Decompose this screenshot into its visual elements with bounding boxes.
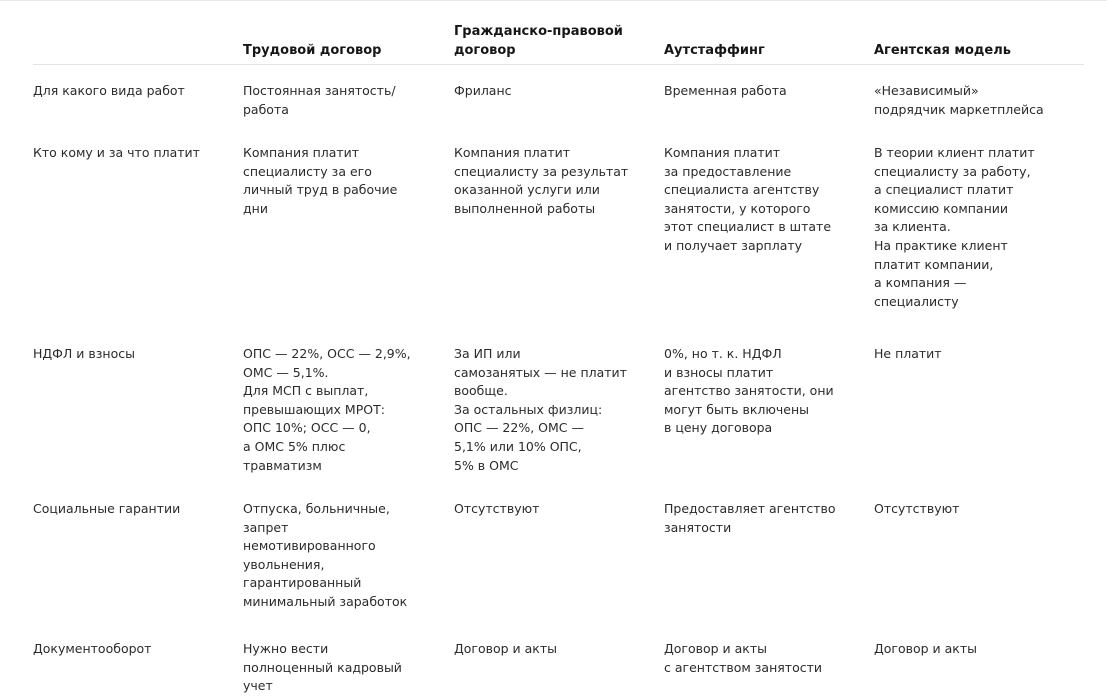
header-empty bbox=[33, 14, 243, 65]
row-label: Социальные гарантии bbox=[33, 501, 181, 516]
row-document-flow bbox=[33, 635, 1084, 696]
cell-text-line: оказанной услуги или bbox=[454, 182, 600, 198]
cell-text-line: самозанятых — не платит bbox=[454, 364, 627, 380]
cell-text-line: занятости bbox=[664, 519, 732, 535]
cell-text-line: полноценный кадровый bbox=[243, 659, 402, 675]
table-header bbox=[33, 14, 1084, 65]
cell-text-line: вообще. bbox=[454, 383, 508, 399]
comparison-table bbox=[33, 14, 1084, 696]
cell-text-line: Постоянная занятость/ bbox=[243, 83, 396, 98]
cell-text-line: Для МСП с выплат, bbox=[243, 383, 369, 399]
top-divider bbox=[0, 0, 1107, 1]
row-label: Документооборот bbox=[33, 641, 152, 656]
row-taxes bbox=[33, 331, 1084, 496]
cell-text-line: специалисту за работу, bbox=[874, 163, 1031, 179]
cell-text-line: могут быть включены bbox=[664, 401, 810, 417]
cell-employment-contract bbox=[243, 128, 454, 331]
cell-text-line: В теории клиент платит bbox=[874, 145, 1035, 160]
cell-outstaffing bbox=[664, 65, 874, 129]
cell-text-line: гарантированный bbox=[243, 575, 362, 591]
cell-text-line: Компания платит bbox=[454, 145, 571, 160]
cell-outstaffing bbox=[664, 496, 874, 635]
cell-text-line: комиссию компании bbox=[874, 200, 1008, 216]
row-social-guarantees bbox=[33, 496, 1084, 635]
cell-text-line: за предоставление bbox=[664, 163, 792, 179]
cell-outstaffing bbox=[664, 128, 874, 331]
cell-text-line: и взносы платит bbox=[664, 364, 774, 380]
cell-text-line: специалисту bbox=[874, 293, 959, 309]
cell-text-line: агентство занятости, они bbox=[664, 383, 834, 399]
header-civil-contract-line: Гражданско-правовой bbox=[454, 24, 623, 39]
cell-text-line: Компания платит bbox=[243, 145, 360, 160]
cell-text-line: ОПС 10%; ОСС — 0, bbox=[243, 420, 371, 436]
cell-text-line: ОПС — 22%, ОМС — bbox=[454, 420, 584, 436]
cell-civil-contract bbox=[454, 65, 664, 129]
cell-text-line: Договор и акты bbox=[874, 641, 978, 656]
header-agency-model: Агентская модель bbox=[874, 14, 1084, 65]
row-label: НДФЛ и взносы bbox=[33, 346, 135, 361]
cell-agency-model bbox=[874, 496, 1084, 635]
cell-text-line: за клиента. bbox=[874, 219, 951, 235]
cell-text-line: выполненной работы bbox=[454, 200, 596, 216]
cell-text-line: ОМС — 5,1%. bbox=[243, 364, 329, 380]
cell-text-line: На практике клиент bbox=[874, 237, 1008, 253]
cell-text-line: платит компании, bbox=[874, 256, 994, 272]
cell-text-line: личный труд в рабочие bbox=[243, 182, 398, 198]
row-label: Для какого вида работ bbox=[33, 83, 185, 98]
row-work-type bbox=[33, 65, 1084, 129]
cell-text-line: Нужно вести bbox=[243, 641, 329, 656]
cell-civil-contract bbox=[454, 635, 664, 696]
cell-text-line: Не платит bbox=[874, 346, 942, 361]
cell-text-line: увольнения, bbox=[243, 556, 325, 572]
cell-text-line: Отпуска, больничные, bbox=[243, 501, 390, 516]
cell-agency-model bbox=[874, 635, 1084, 696]
cell-text-line: Фриланс bbox=[454, 83, 512, 98]
cell-text-line: а специалист платит bbox=[874, 182, 1014, 198]
cell-outstaffing bbox=[664, 331, 874, 496]
cell-text-line: Договор и акты bbox=[664, 641, 768, 656]
cell-text-line: За остальных физлиц: bbox=[454, 401, 603, 417]
row-who-pays bbox=[33, 128, 1084, 331]
cell-text-line: травматизм bbox=[243, 457, 322, 473]
cell-text-line: в цену договора bbox=[664, 420, 773, 436]
row-label: Кто кому и за что платит bbox=[33, 145, 200, 160]
cell-text-line: ОПС — 22%, ОСС — 2,9%, bbox=[243, 346, 411, 361]
cell-employment-contract bbox=[243, 496, 454, 635]
cell-text-line: этот специалист в штате bbox=[664, 219, 832, 235]
cell-civil-contract bbox=[454, 496, 664, 635]
cell-employment-contract bbox=[243, 65, 454, 129]
cell-text-line: 0%, но т. к. НДФЛ bbox=[664, 346, 782, 361]
header-employment-contract: Трудовой договор bbox=[243, 14, 454, 65]
cell-text-line: За ИП или bbox=[454, 346, 521, 361]
header-civil-contract-line: договор bbox=[454, 43, 516, 58]
cell-text-line: 5,1% или 10% ОПС, bbox=[454, 438, 582, 454]
cell-text-line: дни bbox=[243, 200, 268, 216]
cell-text-line: специалисту за его bbox=[243, 163, 372, 179]
header-row bbox=[33, 14, 1084, 65]
cell-text-line: Компания платит bbox=[664, 145, 781, 160]
table-body bbox=[33, 65, 1084, 696]
cell-civil-contract bbox=[454, 128, 664, 331]
cell-text-line: «Независимый» bbox=[874, 83, 979, 98]
cell-text-line: немотивированного bbox=[243, 538, 376, 554]
cell-text-line: превышающих МРОТ: bbox=[243, 401, 385, 417]
cell-text-line: Отсутствуют bbox=[454, 501, 540, 516]
cell-text-line: Предоставляет агентство bbox=[664, 501, 836, 516]
cell-text-line: запрет bbox=[243, 519, 289, 535]
cell-employment-contract bbox=[243, 635, 454, 696]
cell-text-line: подрядчик маркетплейса bbox=[874, 101, 1044, 117]
cell-text-line: Отсутствуют bbox=[874, 501, 960, 516]
cell-text-line: а ОМС 5% плюс bbox=[243, 438, 346, 454]
cell-text-line: Временная работа bbox=[664, 83, 787, 98]
cell-text-line: учет bbox=[243, 678, 273, 694]
cell-text-line: занятости, у которого bbox=[664, 200, 811, 216]
cell-text-line: 5% в ОМС bbox=[454, 457, 519, 473]
cell-agency-model bbox=[874, 128, 1084, 331]
cell-outstaffing bbox=[664, 635, 874, 696]
header-civil-contract bbox=[454, 14, 664, 65]
cell-text-line: специалисту за результат bbox=[454, 163, 629, 179]
cell-employment-contract bbox=[243, 331, 454, 496]
cell-text-line: работа bbox=[243, 101, 289, 117]
cell-text-line: специалиста агентству bbox=[664, 182, 820, 198]
cell-text-line: а компания — bbox=[874, 275, 967, 291]
header-outstaffing: Аутстаффинг bbox=[664, 14, 874, 65]
cell-civil-contract bbox=[454, 331, 664, 496]
cell-text-line: и получает зарплату bbox=[664, 237, 803, 253]
cell-text-line: минимальный заработок bbox=[243, 593, 408, 609]
cell-text-line: Договор и акты bbox=[454, 641, 558, 656]
cell-agency-model bbox=[874, 65, 1084, 129]
cell-agency-model bbox=[874, 331, 1084, 496]
cell-text-line: с агентством занятости bbox=[664, 659, 822, 675]
